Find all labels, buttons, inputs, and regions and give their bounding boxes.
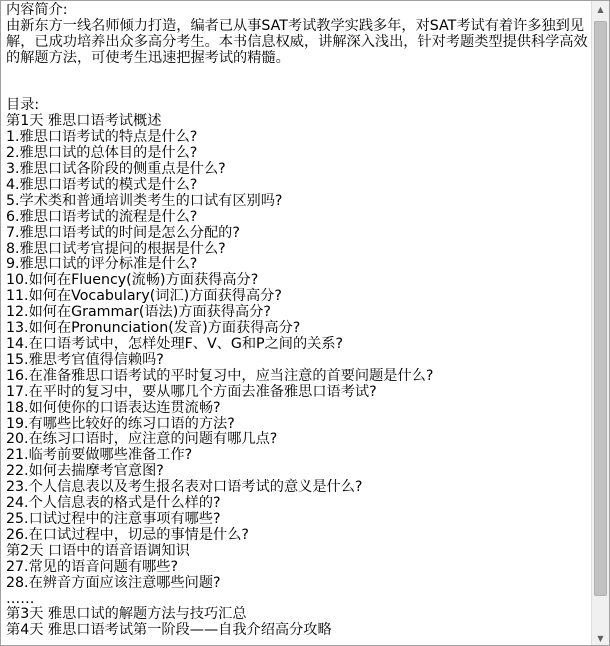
content-line: 内容简介: (6, 2, 68, 18)
content-line: 1.雅思口语考试的特点是什么? (6, 129, 198, 146)
content-line: 5.学术类和普通培训类考生的口试有区别吗? (6, 192, 283, 209)
content-line: 3.雅思口试各阶段的侧重点是什么? (6, 161, 226, 178)
scrollbar-thumb[interactable] (594, 21, 607, 596)
vertical-scrollbar[interactable] (591, 1, 609, 646)
scroll-up-arrow-icon[interactable]: ▲ (592, 1, 609, 18)
content-line: 20.在练习口语时，应注意的问题有哪几点? (6, 431, 278, 448)
content-line: 2.雅思口试的总体目的是什么? (6, 145, 198, 162)
content-line: 7.雅思口语考试的时间是怎么分配的? (6, 224, 240, 241)
content-line: 第1天 雅思口语考试概述 (6, 113, 162, 130)
content-line: 26.在口试过程中，切忌的事情是什么? (6, 526, 249, 543)
content-line: 19.有哪些比较好的练习口语的方法? (6, 415, 235, 432)
content-line: 23.个人信息表以及考生报名表对口语考试的意义是什么? (6, 479, 363, 496)
content-line: 24.个人信息表的格式是什么样的? (6, 495, 221, 512)
content-line: 22.如何去揣摩考官意图? (6, 463, 164, 480)
content-line: 28.在辨音方面应该注意哪些问题? (6, 574, 221, 591)
content-line: 21.临考前要做哪些准备工作? (6, 447, 193, 464)
content-line: 8.雅思口试考官提问的根据是什么? (6, 240, 226, 257)
content-line: 12.如何在Grammar(语法)方面获得高分? (6, 304, 271, 321)
content-line: 25.口试过程中的注意事项有哪些? (6, 510, 221, 527)
scroll-down-arrow-icon[interactable]: ▼ (592, 630, 609, 646)
content-line: 13.如何在Pronunciation(发音)方面获得高分? (6, 320, 301, 337)
content-line (6, 83, 591, 99)
content-line: 第2天 口语中的语音语调知识 (6, 542, 190, 559)
content-line: 第3天 雅思口试的解题方法与技巧汇总 (6, 606, 247, 623)
content-line: 27.常见的语音问题有哪些? (6, 558, 178, 575)
content-line: 6.雅思口语考试的流程是什么? (6, 208, 198, 225)
content-line: 14.在口语考试中，怎样处理F、V、G和P之间的关系? (6, 336, 344, 352)
content-line: 9.雅思口试的评分标准是什么? (6, 256, 198, 273)
content-text-area[interactable] (1, 1, 591, 646)
content-line: 15.雅思考官值得信赖吗? (6, 351, 164, 368)
content-line: …… (6, 590, 35, 607)
content-line: 11.如何在Vocabulary(词汇)方面获得高分? (6, 288, 282, 305)
content-line: 10.如何在Fluency(流畅)方面获得高分? (6, 272, 259, 289)
content-line: 17.在平时的复习中，要从哪几个方面去准备雅思口语考试? (6, 383, 377, 400)
content-line: 目录: (6, 97, 40, 114)
content-line: 18.如何使你的口语表达连贯流畅? (6, 399, 221, 416)
content-line (6, 67, 591, 83)
content-line: 4.雅思口语考试的模式是什么? (6, 176, 198, 193)
content-line: 第4天 雅思口语考试第一阶段——自我介绍高分攻略 (6, 622, 332, 639)
content-line: 由新东方一线名师倾力打造，编者已从事SAT考试教学实践多年，对SAT考试有着许多独到见解，已成功培养出众多高分考生。本书信息权威，讲解深入浅出，针对考题类型提供科学高效的解题方法，可使考生迅速把握考试的精髓。 (6, 17, 588, 66)
content-line: 16.在准备雅思口语考试的平时复习中，应当注意的首要问题是什么? (6, 367, 434, 384)
